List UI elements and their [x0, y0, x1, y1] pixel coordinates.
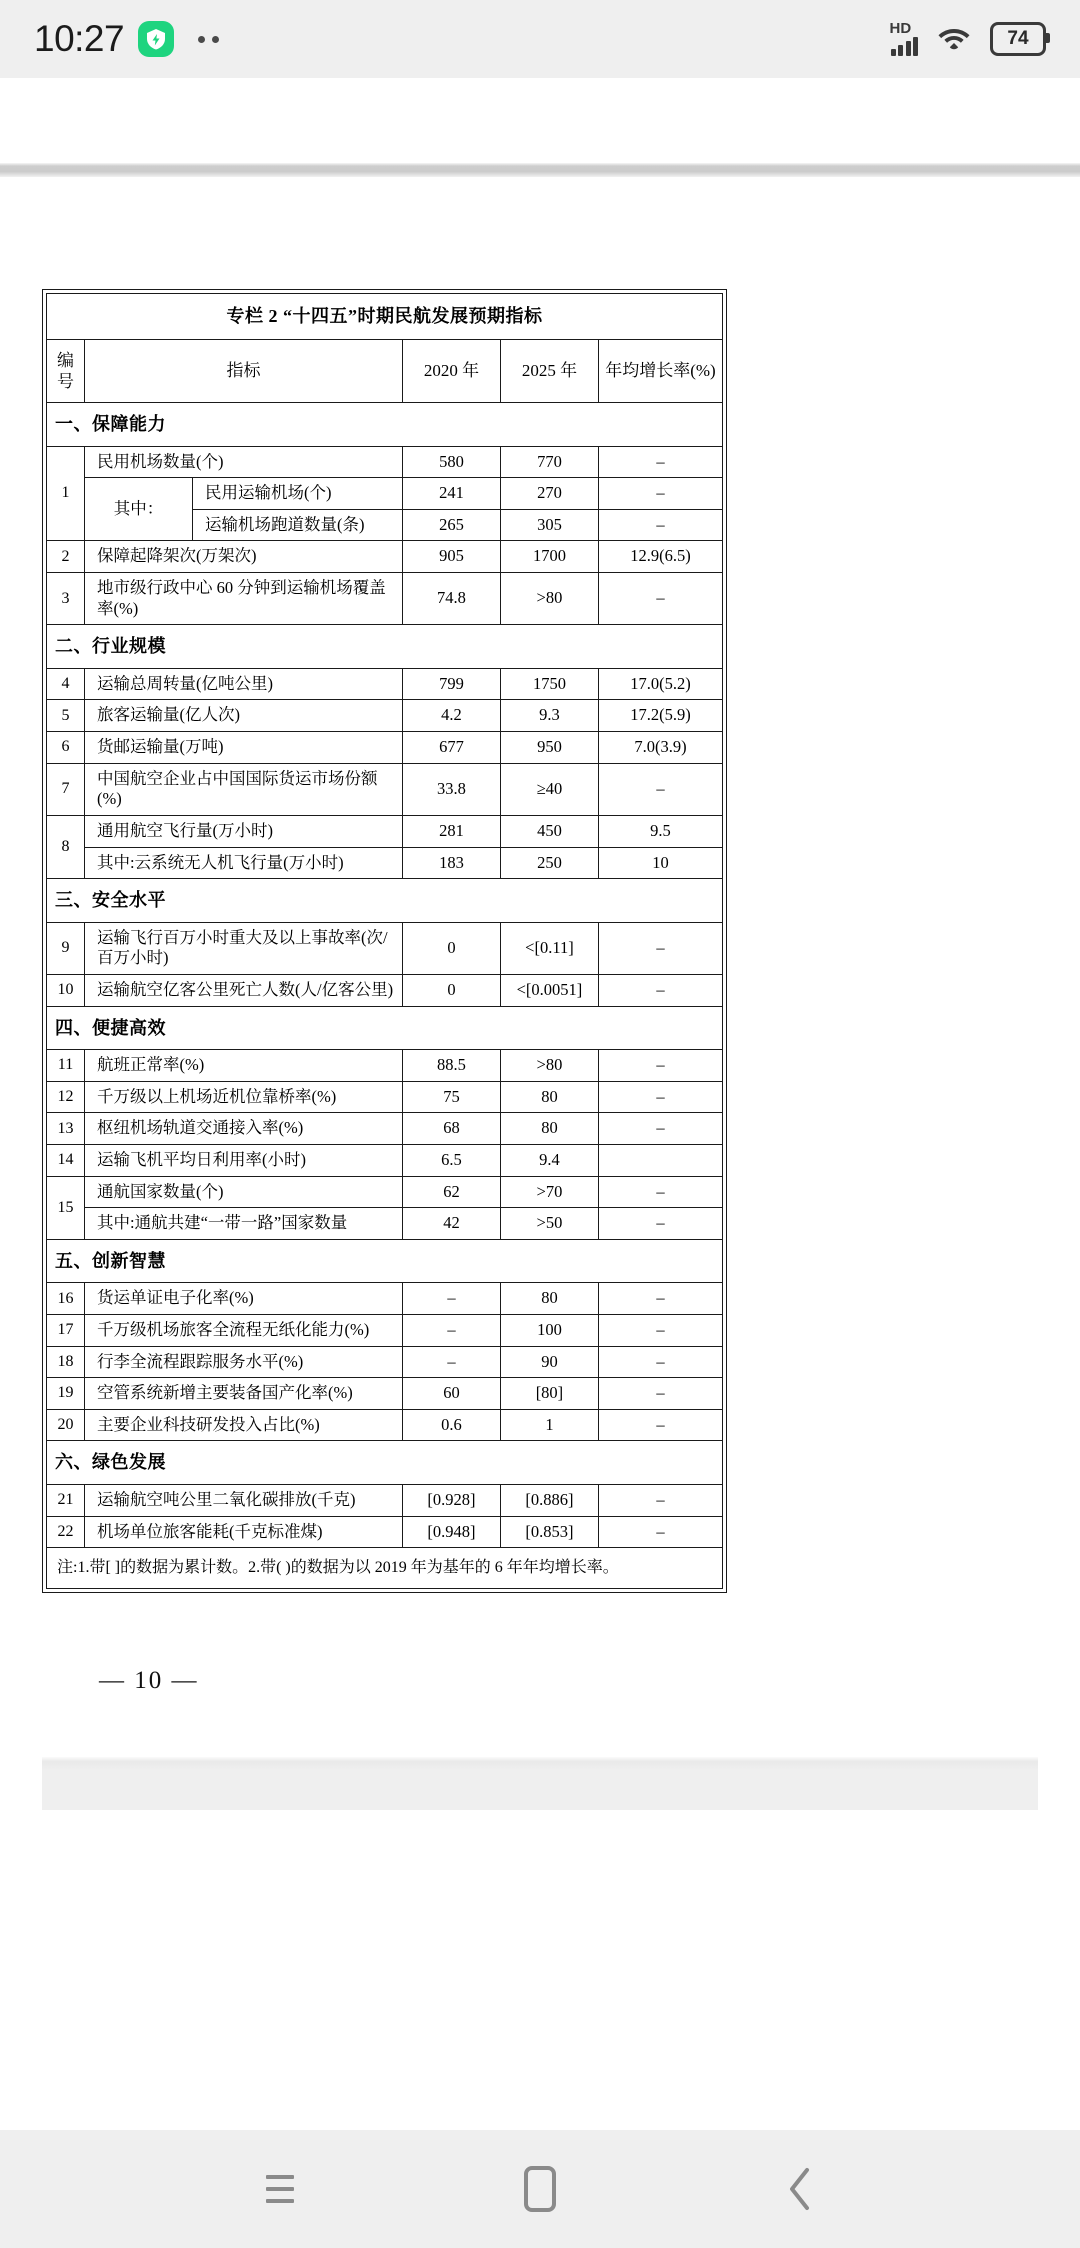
- indicator-label: 主要企业科技研发投入占比(%): [85, 1409, 403, 1441]
- value-2025: <[0.0051]: [500, 974, 598, 1006]
- table-row: [47, 1283, 723, 1315]
- value-2025: 100: [500, 1314, 598, 1346]
- row-number: 5: [47, 700, 85, 732]
- value-2020: 0: [402, 974, 500, 1006]
- value-2020: 241: [402, 478, 500, 510]
- row-number: 7: [47, 763, 85, 815]
- status-bar-right: [890, 22, 1047, 57]
- value-2020: 677: [402, 732, 500, 764]
- page-separator-top: [0, 163, 1080, 177]
- value-2025: 305: [500, 509, 598, 541]
- value-cagr: 12.9(6.5): [598, 541, 722, 573]
- value-cagr: –: [598, 1283, 722, 1315]
- row-number: 10: [47, 974, 85, 1006]
- indicator-label: 千万级以上机场近机位靠桥率(%): [85, 1081, 403, 1113]
- table-header-row: [47, 339, 723, 403]
- value-cagr: –: [598, 1516, 722, 1548]
- value-2020: 4.2: [402, 700, 500, 732]
- value-2020: 75: [402, 1081, 500, 1113]
- table-row: [47, 1346, 723, 1378]
- page-content: [0, 177, 1080, 1810]
- value-cagr: 10: [598, 847, 722, 879]
- value-cagr: –: [598, 1409, 722, 1441]
- battery-level: 74: [1007, 28, 1029, 49]
- value-2025: [0.853]: [500, 1516, 598, 1548]
- col-header-2020: 2020 年: [402, 339, 500, 403]
- table-note: 注:1.带[ ]的数据为累计数。2.带( )的数据为以 2019 年为基年的 6 年年均增长率。: [47, 1548, 723, 1589]
- back-button[interactable]: [755, 2144, 845, 2234]
- value-2020: 33.8: [402, 763, 500, 815]
- table-row: [47, 700, 723, 732]
- value-2025: >50: [500, 1208, 598, 1240]
- chevron-left-icon: [783, 2166, 817, 2212]
- table-row: [47, 668, 723, 700]
- table-row: [47, 1484, 723, 1516]
- table-title-row: [47, 294, 723, 340]
- table-row: [47, 974, 723, 1006]
- row-number: 15: [47, 1176, 85, 1239]
- value-2025: [0.886]: [500, 1484, 598, 1516]
- viewer-bottom-gap: [42, 1770, 1038, 1810]
- indicator-label: 民用运输机场(个): [193, 478, 403, 510]
- row-number: 14: [47, 1144, 85, 1176]
- hd-label: HD: [889, 20, 912, 37]
- value-cagr: –: [598, 1176, 722, 1208]
- section-heading: 二、行业规模: [47, 625, 723, 669]
- indicator-label: 其中:云系统无人机飞行量(万小时): [85, 847, 403, 879]
- row-number: 2: [47, 541, 85, 573]
- indicator-label: 运输机场跑道数量(条): [193, 509, 403, 541]
- table-row: [47, 1208, 723, 1240]
- row-number: 4: [47, 668, 85, 700]
- value-2025: >80: [500, 1050, 598, 1082]
- value-2025: [80]: [500, 1378, 598, 1410]
- row-number: 13: [47, 1113, 85, 1145]
- section-heading: 六、绿色发展: [47, 1441, 723, 1485]
- value-2020: 62: [402, 1176, 500, 1208]
- value-cagr: –: [598, 478, 722, 510]
- value-2025: 9.3: [500, 700, 598, 732]
- value-cagr: –: [598, 1314, 722, 1346]
- page-number: — 10 —: [99, 1667, 199, 1695]
- menu-lines-icon: [266, 2175, 294, 2203]
- value-2025: ≥40: [500, 763, 598, 815]
- table-row: [47, 1516, 723, 1548]
- value-2025: 80: [500, 1283, 598, 1315]
- indicator-label: 其中:通航共建“一带一路”国家数量: [85, 1208, 403, 1240]
- value-2025: <[0.11]: [500, 922, 598, 974]
- indicator-label: 货运单证电子化率(%): [85, 1283, 403, 1315]
- table-row: [47, 763, 723, 815]
- row-number: 20: [47, 1409, 85, 1441]
- value-2020: 799: [402, 668, 500, 700]
- recents-button[interactable]: [235, 2144, 325, 2234]
- table-outer-border: [42, 289, 727, 1593]
- table-row: [47, 1176, 723, 1208]
- value-2020: 74.8: [402, 573, 500, 625]
- value-2025: 250: [500, 847, 598, 879]
- section-heading-row: [47, 1441, 723, 1485]
- indicators-table: [46, 293, 723, 1589]
- value-2025: 270: [500, 478, 598, 510]
- home-rounded-rect-icon: [524, 2166, 556, 2212]
- value-cagr: [598, 1144, 722, 1176]
- indicator-label: 地市级行政中心 60 分钟到运输机场覆盖率(%): [85, 573, 403, 625]
- section-heading: 一、保障能力: [47, 403, 723, 447]
- value-cagr: –: [598, 922, 722, 974]
- value-cagr: –: [598, 1208, 722, 1240]
- row-number: 8: [47, 815, 85, 878]
- section-heading-row: [47, 403, 723, 447]
- indicator-label: 运输总周转量(亿吨公里): [85, 668, 403, 700]
- value-cagr: –: [598, 1081, 722, 1113]
- viewer-top-gap: [0, 78, 1080, 163]
- indicator-label: 行李全流程跟踪服务水平(%): [85, 1346, 403, 1378]
- notification-dots: [198, 36, 219, 43]
- row-number: 18: [47, 1346, 85, 1378]
- indicator-label: 运输飞行百万小时重大及以上事故率(次/百万小时): [85, 922, 403, 974]
- value-2020: 265: [402, 509, 500, 541]
- value-cagr: –: [598, 974, 722, 1006]
- row-number: 21: [47, 1484, 85, 1516]
- table-note-row: [47, 1548, 723, 1589]
- value-cagr: –: [598, 573, 722, 625]
- table-row: [47, 732, 723, 764]
- row-number: 1: [47, 446, 85, 541]
- col-header-no: 编号: [47, 339, 85, 403]
- col-header-indicator: 指标: [85, 339, 403, 403]
- indicator-label: 千万级机场旅客全流程无纸化能力(%): [85, 1314, 403, 1346]
- status-bar: [0, 0, 1080, 78]
- system-nav-bar: [0, 2130, 1080, 2248]
- indicator-label: 空管系统新增主要装备国产化率(%): [85, 1378, 403, 1410]
- indicator-label: 运输飞机平均日利用率(小时): [85, 1144, 403, 1176]
- value-cagr: –: [598, 1484, 722, 1516]
- value-2020: –: [402, 1314, 500, 1346]
- table-row: [47, 815, 723, 847]
- value-2025: >70: [500, 1176, 598, 1208]
- table-row: [47, 1314, 723, 1346]
- value-2025: 450: [500, 815, 598, 847]
- table-row: [47, 573, 723, 625]
- value-2020: 0.6: [402, 1409, 500, 1441]
- section-heading-row: [47, 879, 723, 923]
- value-cagr: –: [598, 1378, 722, 1410]
- col-header-cagr: 年均增长率(%): [598, 339, 722, 403]
- value-2025: 80: [500, 1081, 598, 1113]
- group-label: 其中：: [85, 478, 193, 541]
- section-heading-row: [47, 625, 723, 669]
- section-heading: 五、创新智慧: [47, 1239, 723, 1283]
- signal-bars-icon: [890, 22, 919, 56]
- value-2025: 9.4: [500, 1144, 598, 1176]
- value-cagr: –: [598, 763, 722, 815]
- indicator-label: 机场单位旅客能耗(千克标准煤): [85, 1516, 403, 1548]
- indicator-label: 中国航空企业占中国国际货运市场份额(%): [85, 763, 403, 815]
- table-row: [47, 1050, 723, 1082]
- table-row: [47, 922, 723, 974]
- row-number: 17: [47, 1314, 85, 1346]
- value-2025: >80: [500, 573, 598, 625]
- value-2020: 60: [402, 1378, 500, 1410]
- section-heading: 三、安全水平: [47, 879, 723, 923]
- home-button[interactable]: [495, 2144, 585, 2234]
- indicator-label: 旅客运输量(亿人次): [85, 700, 403, 732]
- indicator-label: 航班正常率(%): [85, 1050, 403, 1082]
- table-row: [47, 1144, 723, 1176]
- value-2025: 950: [500, 732, 598, 764]
- table-row: [47, 446, 723, 478]
- row-number: 6: [47, 732, 85, 764]
- table-row: [47, 478, 723, 510]
- value-2020: 0: [402, 922, 500, 974]
- value-cagr: 7.0(3.9): [598, 732, 722, 764]
- value-2020: 88.5: [402, 1050, 500, 1082]
- indicator-label: 运输航空亿客公里死亡人数(人/亿客公里): [85, 974, 403, 1006]
- row-number: 12: [47, 1081, 85, 1113]
- row-number: 11: [47, 1050, 85, 1082]
- status-bar-left: [34, 18, 219, 60]
- value-2020: [0.928]: [402, 1484, 500, 1516]
- value-2020: 6.5: [402, 1144, 500, 1176]
- value-2025: 1750: [500, 668, 598, 700]
- table-row: [47, 1081, 723, 1113]
- value-cagr: 17.0(5.2): [598, 668, 722, 700]
- table-row: [47, 1113, 723, 1145]
- value-2020: 42: [402, 1208, 500, 1240]
- indicator-label: 货邮运输量(万吨): [85, 732, 403, 764]
- value-2025: 1700: [500, 541, 598, 573]
- wifi-icon: [935, 22, 973, 57]
- value-cagr: –: [598, 1346, 722, 1378]
- row-number: 19: [47, 1378, 85, 1410]
- value-cagr: 17.2(5.9): [598, 700, 722, 732]
- section-heading-row: [47, 1239, 723, 1283]
- section-heading-row: [47, 1006, 723, 1050]
- indicator-label: 保障起降架次(万架次): [85, 541, 403, 573]
- col-header-2025: 2025 年: [500, 339, 598, 403]
- page-separator-bottom: [42, 1757, 1038, 1770]
- shield-bolt-icon: [138, 21, 174, 57]
- indicator-label: 民用机场数量(个): [85, 446, 403, 478]
- table-title: 专栏 2 “十四五”时期民航发展预期指标: [47, 294, 723, 340]
- value-2020: 183: [402, 847, 500, 879]
- table-row: [47, 1409, 723, 1441]
- indicators-table-body: [47, 294, 723, 1589]
- section-heading: 四、便捷高效: [47, 1006, 723, 1050]
- row-number: 22: [47, 1516, 85, 1548]
- row-number: 16: [47, 1283, 85, 1315]
- indicator-label: 通航国家数量(个): [85, 1176, 403, 1208]
- value-2025: 770: [500, 446, 598, 478]
- table-row: [47, 1378, 723, 1410]
- value-cagr: –: [598, 1050, 722, 1082]
- status-clock: 10:27: [34, 18, 125, 59]
- battery-indicator: [990, 22, 1046, 56]
- value-2020: –: [402, 1346, 500, 1378]
- table-row: [47, 541, 723, 573]
- value-2020: 580: [402, 446, 500, 478]
- value-2020: 905: [402, 541, 500, 573]
- indicator-label: 枢纽机场轨道交通接入率(%): [85, 1113, 403, 1145]
- indicator-label: 通用航空飞行量(万小时): [85, 815, 403, 847]
- indicator-label: 运输航空吨公里二氧化碳排放(千克): [85, 1484, 403, 1516]
- value-2025: 80: [500, 1113, 598, 1145]
- row-number: 9: [47, 922, 85, 974]
- row-number: 3: [47, 573, 85, 625]
- value-2020: 68: [402, 1113, 500, 1145]
- value-2020: 281: [402, 815, 500, 847]
- value-2020: [0.948]: [402, 1516, 500, 1548]
- table-row: [47, 847, 723, 879]
- value-cagr: –: [598, 509, 722, 541]
- value-cagr: –: [598, 1113, 722, 1145]
- value-2025: 1: [500, 1409, 598, 1441]
- value-2020: –: [402, 1283, 500, 1315]
- value-cagr: –: [598, 446, 722, 478]
- document-viewer[interactable]: [0, 78, 1080, 2130]
- value-cagr: 9.5: [598, 815, 722, 847]
- value-2025: 90: [500, 1346, 598, 1378]
- document-page: [0, 177, 1080, 1810]
